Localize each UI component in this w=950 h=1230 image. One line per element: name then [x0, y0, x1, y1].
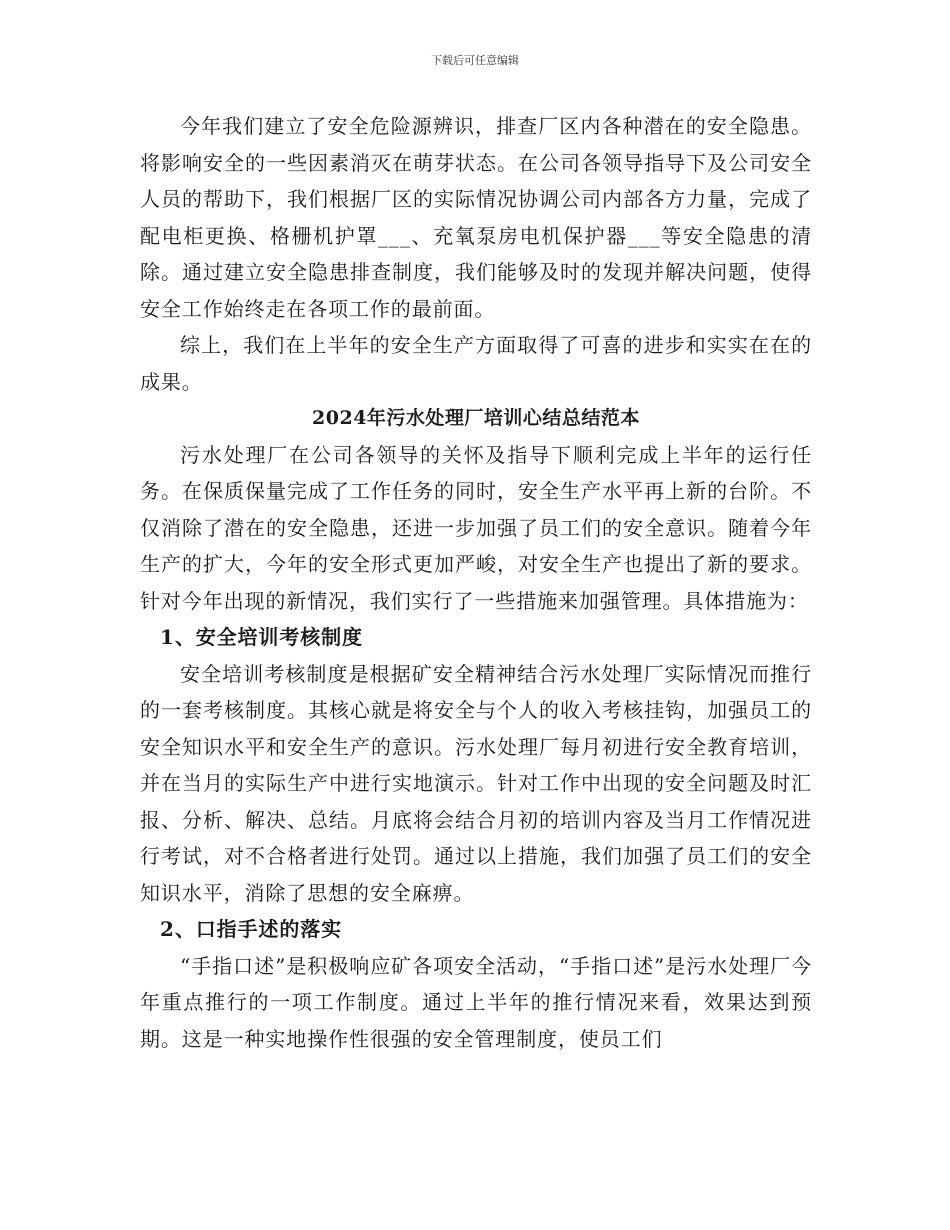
- paragraph-training: 安全培训考核制度是根据矿安全精神结合污水处理厂实际情况而推行的一套考核制度。其核心就是将安全与个人的收入考核挂钩，加强员工的安全知识水平和安全生产的意识。污水处理厂每月初进行安全教育培训，并在当月的实际生产中进行实地演示。针对工作中出现的安全问题及时汇报、分析、解决、总结。月底将会结合月初的培训内容及当月工作情况进行考试，对不合格者进行处罚。通过以上措施，我们加强了员工们的安全知识水平，消除了思想的安全麻痹。: [140, 661, 812, 905]
- page-header: 下载后可任意编辑: [431, 54, 519, 67]
- paragraph-intro: 污水处理厂在公司各领导的关怀及指导下顺利完成上半年的运行任务。在保质保量完成了工作任务的同时，安全生产水平再上新的台阶。不仅消除了潜在的安全隐患，还进一步加强了员工们的安全意识。随着今年生产的扩大，今年的安全形式更加严峻，对安全生产也提出了新的要求。针对今年出现的新情况，我们实行了一些措施来加强管理。具体措施为：: [140, 442, 812, 613]
- paragraph-summary: 综上，我们在上半年的安全生产方面取得了可喜的进步和实实在在的成果。: [140, 333, 812, 394]
- paragraph-point-and-call: “手指口述”是积极响应矿各项安全活动，“手指口述”是污水处理厂今年重点推行的一项工作制度。通过上半年的推行情况来看，效果达到预期。这是一种实地操作性很强的安全管理制度，使员工们: [140, 953, 812, 1051]
- section-heading-point-and-call: 2、口指手述的落实: [160, 917, 343, 941]
- document-title: 2024年污水处理厂培训心结总结范本: [312, 407, 640, 429]
- section-heading-training: 1、安全培训考核制度: [160, 625, 363, 649]
- paragraph-hazard-identification: 今年我们建立了安全危险源辨识，排查厂区内各种潜在的安全隐患。将影响安全的一些因素消灭在萌芽状态。在公司各领导指导下及公司安全人员的帮助下，我们根据厂区的实际情况协调公司内部各方力量，完成了配电柜更换、格栅机护罩___、充氧泵房电机保护器___等安全隐患的清除。通过建立安全隐患排查制度，我们能够及时的发现并解决问题，使得安全工作始终走在各项工作的最前面。: [140, 114, 812, 321]
- document-body: [140, 108, 812, 1057]
